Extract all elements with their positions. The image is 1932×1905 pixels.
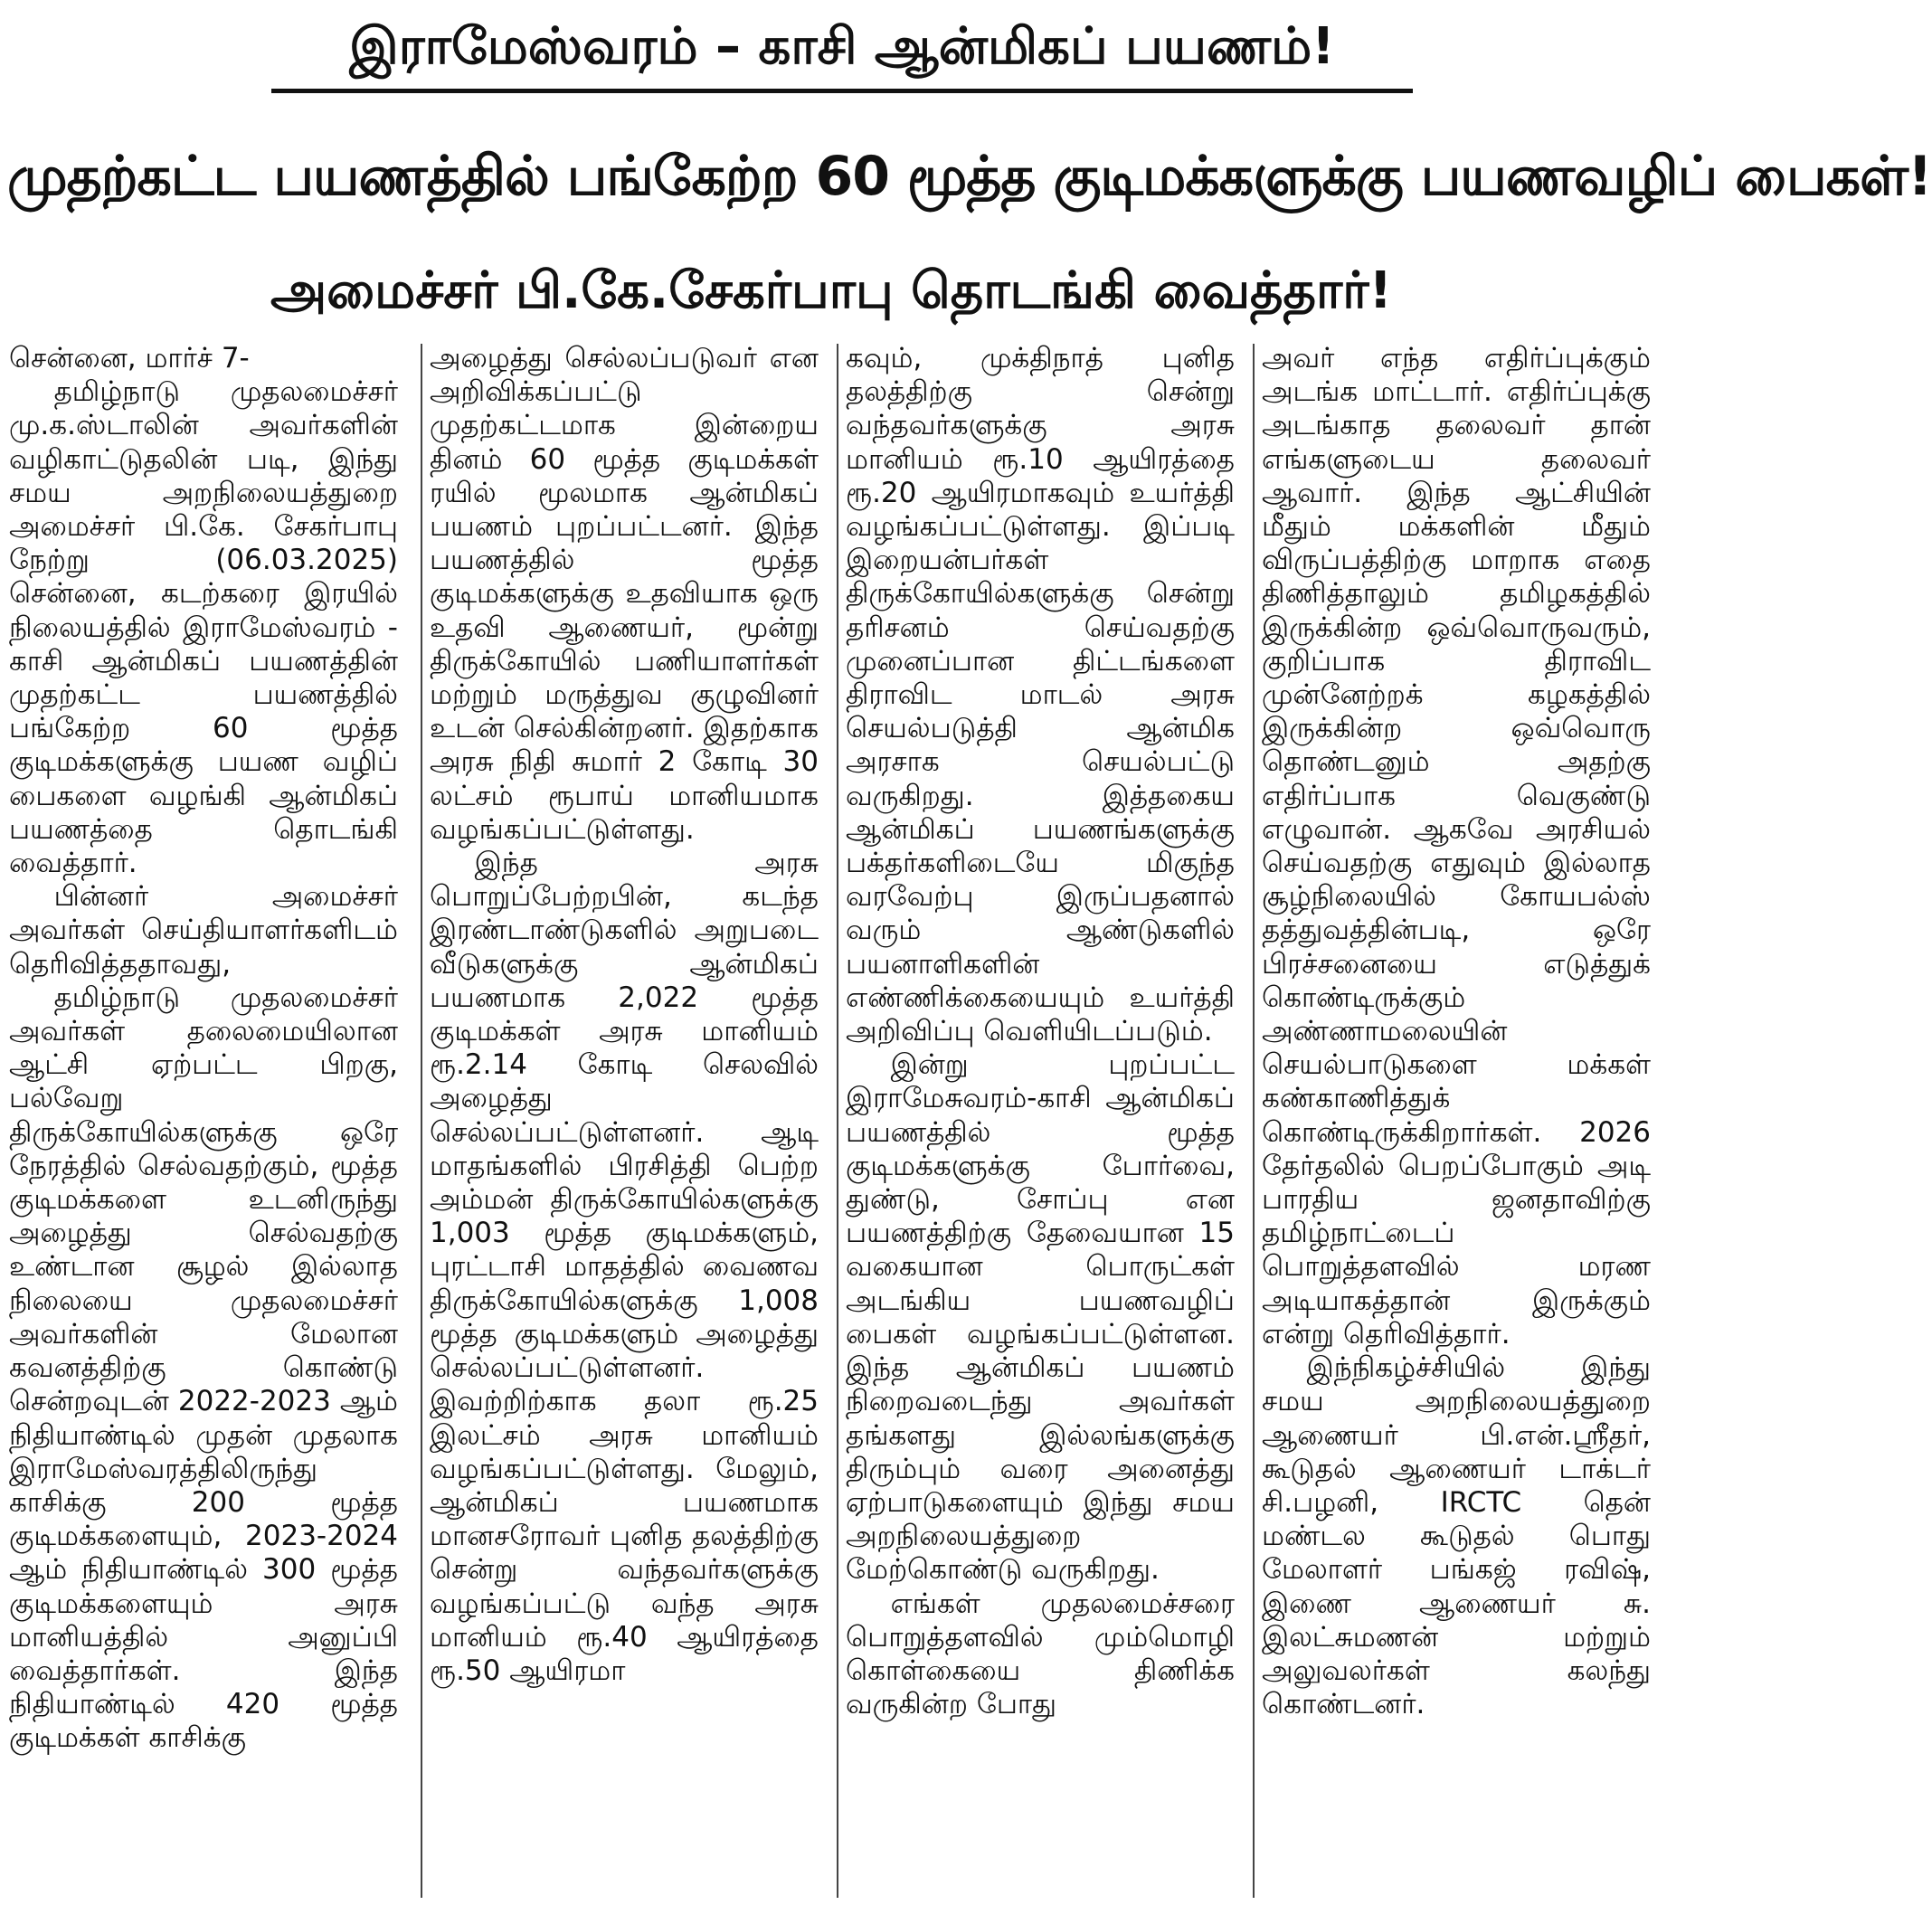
paragraph: அழைத்து செல்லப்படுவர் என அறிவிக்கப்பட்டு முதற்கட்டமாக இன்றைய தினம் 60 மூத்த குடிமக்கள் ரயில் மூலமாக ஆன்மிகப் பயணம் புறப்பட்டனர். இந்த பயணத்தில் மூத்த குடிமக்களுக்கு உதவியாக ஒரு உதவி ஆணையர், மூன்று திருக்கோயில் பணியாளர்கள் மற்றும் மருத்துவ குழுவினர் உடன் செல்கின்றனர். இதற்காக அரசு நிதி சுமார் 2 கோடி 30 லட்சம் ரூபாய் மானியமாக வழங்கப்பட்டுள்ளது.	[430, 342, 819, 846]
article-body	[9, 342, 1657, 1898]
main-headline: முதற்கட்ட பயணத்தில் பங்கேற்ற 60 மூத்த குடிமக்களுக்கு பயணவழிப் பைகள்!	[7, 145, 1932, 208]
paragraph: பின்னர் அமைச்சர் அவர்கள் செய்தியாளர்களிடம் தெரிவித்ததாவது,	[9, 880, 398, 981]
column-4	[1262, 342, 1651, 1898]
paragraph: இன்று புறப்பட்ட இராமேசுவரம்-காசி ஆன்மிகப் பயணத்தில் மூத்த குடிமக்களுக்கு போர்வை, துண்டு, சோப்பு என பயணத்திற்கு தேவையான 15 வகையான பொருட்கள் அடங்கிய பயணவழிப் பைகள் வழங்கப்பட்டுள்ளன. இந்த ஆன்மிகப் பயணம் நிறைவடைந்து அவர்கள் தங்களது இல்லங்களுக்கு திரும்பும் வரை அனைத்து ஏற்பாடுகளையும் இந்து சமய அறநிலையத்துறை மேற்கொண்டு வருகிறது.	[846, 1048, 1235, 1587]
paragraph: இந்த அரசு பொறுப்பேற்றபின், கடந்த இரண்டாண்டுகளில் அறுபடை வீடுகளுக்கு ஆன்மிகப் பயணமாக 2,022 மூத்த குடிமக்கள் அரசு மானியம் ரூ.2.14 கோடி செலவில் அழைத்து செல்லப்பட்டுள்ளனர். ஆடி மாதங்களில் பிரசித்தி பெற்ற அம்மன் திருக்கோயில்களுக்கு 1,003 மூத்த குடிமக்களும், புரட்டாசி மாதத்தில் வைணவ திருக்கோயில்களுக்கு 1,008 மூத்த குடிமக்களும் அழைத்து செல்லப்பட்டுள்ளனர். இவற்றிற்காக தலா ரூ.25 இலட்சம் அரசு மானியம் வழங்கப்பட்டுள்ளது. மேலும், ஆன்மிகப் பயணமாக மானசரோவர் புனித தலத்திற்கு சென்று வந்தவர்களுக்கு வழங்கப்பட்டு வந்த அரசு மானியம் ரூ.40 ஆயிரத்தை ரூ.50 ஆயிரமா	[430, 847, 819, 1687]
kicker-heading: இராமேஸ்வரம் – காசி ஆன்மிகப் பயணம்!	[271, 5, 1413, 93]
paragraph: கவும், முக்திநாத் புனித தலத்திற்கு சென்று வந்தவர்களுக்கு அரசு மானியம் ரூ.10 ஆயிரத்தை ரூ.20 ஆயிரமாகவும் உயர்த்தி வழங்கப்பட்டுள்ளது. இப்படி இறையன்பர்கள் திருக்கோயில்களுக்கு சென்று தரிசனம் செய்வதற்கு முனைப்பான திட்டங்களை திராவிட மாடல் அரசு செயல்படுத்தி ஆன்மிக அரசாக செயல்பட்டு வருகிறது. இத்தகைய ஆன்மிகப் பயணங்களுக்கு பக்தர்களிடையே மிகுந்த வரவேற்பு இருப்பதனால் வரும் ஆண்டுகளில் பயனாளிகளின் எண்ணிக்கையையும் உயர்த்தி அறிவிப்பு வெளியிடப்படும்.	[846, 342, 1235, 1048]
dateline: சென்னை, மார்ச் 7-	[9, 342, 250, 374]
column-3	[846, 342, 1235, 1898]
column-1	[9, 342, 398, 1898]
column-2	[430, 342, 819, 1898]
paragraph: தமிழ்நாடு முதலமைச்சர் மு.க.ஸ்டாலின் அவர்களின் வழிகாட்டுதலின் படி, இந்து சமய அறநிலையத்துறை அமைச்சர் பி.கே. சேகர்பாபு நேற்று (06.03.2025) சென்னை, கடற்கரை இரயில் நிலையத்தில் இராமேஸ்வரம் - காசி ஆன்மிகப் பயணத்தின் முதற்கட்ட பயணத்தில் பங்கேற்ற 60 மூத்த குடிமக்களுக்கு பயண வழிப் பைகளை வழங்கி ஆன்மிகப் பயணத்தை தொடங்கி வைத்தார்.	[9, 375, 398, 880]
sub-headline: அமைச்சர் பி.கே.சேகர்பாபு தொடங்கி வைத்தார்!	[270, 261, 1393, 320]
paragraph: எங்கள் முதலமைச்சரை பொறுத்தளவில் மும்மொழி கொள்கையை திணிக்க வருகின்ற போது	[846, 1587, 1235, 1721]
paragraph: இந்நிகழ்ச்சியில் இந்து சமய அறநிலையத்துறை ஆணையர் பி.என்.ஸ்ரீதர், கூடுதல் ஆணையர் டாக்டர் சி.பழனி, IRCTC தென் மண்டல கூடுதல் பொது மேலாளர் பங்கஜ் ரவிஷ், இணை ஆணையர் சு. இலட்சுமணன் மற்றும் அலுவலர்கள் கலந்து கொண்டனர்.	[1262, 1351, 1651, 1721]
paragraph: அவர் எந்த எதிர்ப்புக்கும் அடங்க மாட்டார். எதிர்ப்புக்கு அடங்காத தலைவர் தான் எங்களுடைய தலைவர் ஆவார். இந்த ஆட்சியின் மீதும் மக்களின் மீதும் விருப்பத்திற்கு மாறாக எதை திணித்தாலும் தமிழகத்தில் இருக்கின்ற ஒவ்வொருவரும், குறிப்பாக திராவிட முன்னேற்றக் கழகத்தில் இருக்கின்ற ஒவ்வொரு தொண்டனும் அதற்கு எதிர்ப்பாக வெகுண்டு எழுவான். ஆகவே அரசியல் செய்வதற்கு எதுவும் இல்லாத சூழ்நிலையில் கோயபல்ஸ் தத்துவத்தின்படி, ஒரே பிரச்சனையை எடுத்துக் கொண்டிருக்கும் அண்ணாமலையின் செயல்பாடுகளை மக்கள் கண்காணித்துக் கொண்டிருக்கிறார்கள். 2026 தேர்தலில் பெறப்போகும் அடி பாரதிய ஜனதாவிற்கு தமிழ்நாட்டைப் பொறுத்தளவில் மரண அடியாகத்தான் இருக்கும் என்று தெரிவித்தார்.	[1262, 342, 1651, 1351]
paragraph: தமிழ்நாடு முதலமைச்சர் அவர்கள் தலைமையிலான ஆட்சி ஏற்பட்ட பிறகு, பல்வேறு திருக்கோயில்களுக்கு ஒரே நேரத்தில் செல்வதற்கும், மூத்த குடிமக்களை உடனிருந்து அழைத்து செல்வதற்கு உண்டான சூழல் இல்லாத நிலையை முதலமைச்சர் அவர்களின் மேலான கவனத்திற்கு கொண்டு சென்றவுடன் 2022-2023 ஆம் நிதியாண்டில் முதன் முதலாக இராமேஸ்வரத்திலிருந்து காசிக்கு 200 மூத்த குடிமக்களையும், 2023-2024 ஆம் நிதியாண்டில் 300 மூத்த குடிமக்களையும் அரசு மானியத்தில் அனுப்பி வைத்தார்கள். இந்த நிதியாண்டில் 420 மூத்த குடிமக்கள் காசிக்கு	[9, 981, 398, 1755]
